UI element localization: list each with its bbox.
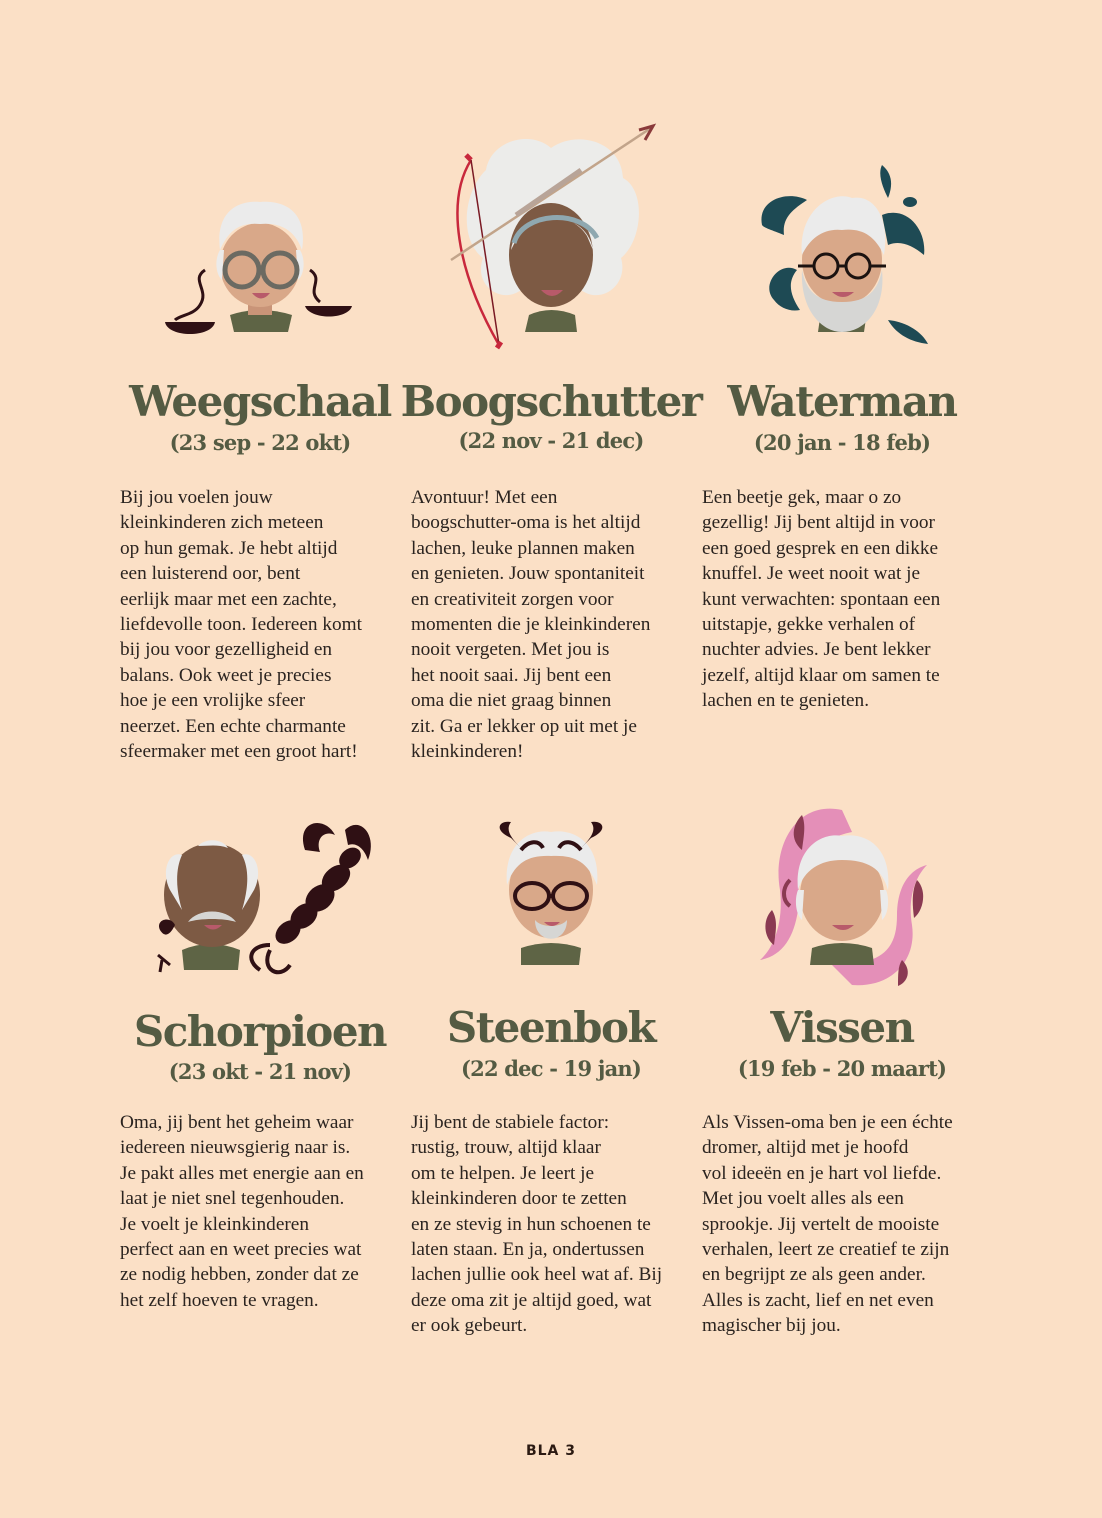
- page-footer-logo: BLA 3: [525, 1443, 577, 1459]
- pisces-grandma-icon: [702, 760, 982, 1000]
- sign-description: Avontuur! Met een boogschutter-oma is het altijd lachen, leuke plannen maken en genieten. Jouw spontaniteit en creativiteit zorgen voor momenten die je kleinkinderen nooit vergeten. Met jou is het nooit saai. Jij bent een oma die niet graag binnen zit. Ga er lekker op uit met je kleinkinderen!: [411, 487, 651, 763]
- sign-name: Vissen: [770, 1003, 914, 1052]
- libra-grandma-icon: [120, 110, 400, 350]
- sign-description: Bij jou voelen jouw kleinkinderen zich meteen op hun gemak. Je hebt altijd een luisterend oor, bent eerlijk maar met een zachte, liefdevolle toon. Iedereen komt bij jou voor gezelligheid en balans. Ook weet je precies hoe je een vrolijke sfeer neerzet. Een echte charmante sfeermaker met een groot hart!: [120, 487, 362, 763]
- sign-name: Steenbok: [446, 1003, 656, 1052]
- sign-dates: (23 okt - 21 nov): [168, 1059, 352, 1084]
- sign-description: Jij bent de stabiele factor: rustig, trouw, altijd klaar om te helpen. Je leert je kleinkinderen door te zetten en ze stevig in hun schoenen te laten staan. En ja, ondertussen lachen jullie ook heel wat af. Bij deze oma zit je altijd goed, wat er ook gebeurt.: [411, 1112, 663, 1337]
- scorpio-grandpa-icon: [120, 760, 400, 1000]
- capricorn-grandpa-icon: [411, 760, 691, 1000]
- sign-description: Een beetje gek, maar o zo gezellig! Jij bent altijd in voor een goed gesprek en een dikke knuffel. Je weet nooit wat je kunt verwachten: spontaan een uitstapje, gekke verhalen of nuchter advies. Je bent lekker jezelf, altijd klaar om samen te lachen en te genieten.: [702, 487, 941, 712]
- sign-dates: (22 dec - 19 jan): [461, 1056, 641, 1081]
- sign-name: Boogschutter: [400, 377, 702, 426]
- sign-dates: (20 jan - 18 feb): [753, 430, 931, 455]
- sign-description: Als Vissen-oma ben je een échte dromer, altijd met je hoofd vol ideeën en je hart vol liefde. Met jou voelt alles als een sprookje. Jij vertelt de mooiste verhalen, leert ze creatief te zijn en begrijpt ze als geen ander. Alles is zacht, lief en net even magischer bij jou.: [702, 1112, 953, 1337]
- sign-name: Schorpioen: [133, 1007, 387, 1056]
- sign-dates: (23 sep - 22 okt): [169, 430, 351, 455]
- sign-name: Waterman: [727, 377, 957, 426]
- sign-name: Weegschaal: [129, 377, 391, 426]
- sign-dates: (19 feb - 20 maart): [737, 1056, 947, 1081]
- sagittarius-grandma-icon: [411, 110, 691, 350]
- aquarius-grandpa-icon: [702, 110, 982, 350]
- sign-dates: (22 nov - 21 dec): [458, 428, 644, 453]
- sign-description: Oma, jij bent het geheim waar iedereen nieuwsgierig naar is. Je pakt alles met energie aan en laat je niet snel tegenhouden. Je voelt je kleinkinderen perfect aan en weet precies wat ze nodig hebben, zonder dat ze het zelf hoeven te vragen.: [120, 1112, 364, 1311]
